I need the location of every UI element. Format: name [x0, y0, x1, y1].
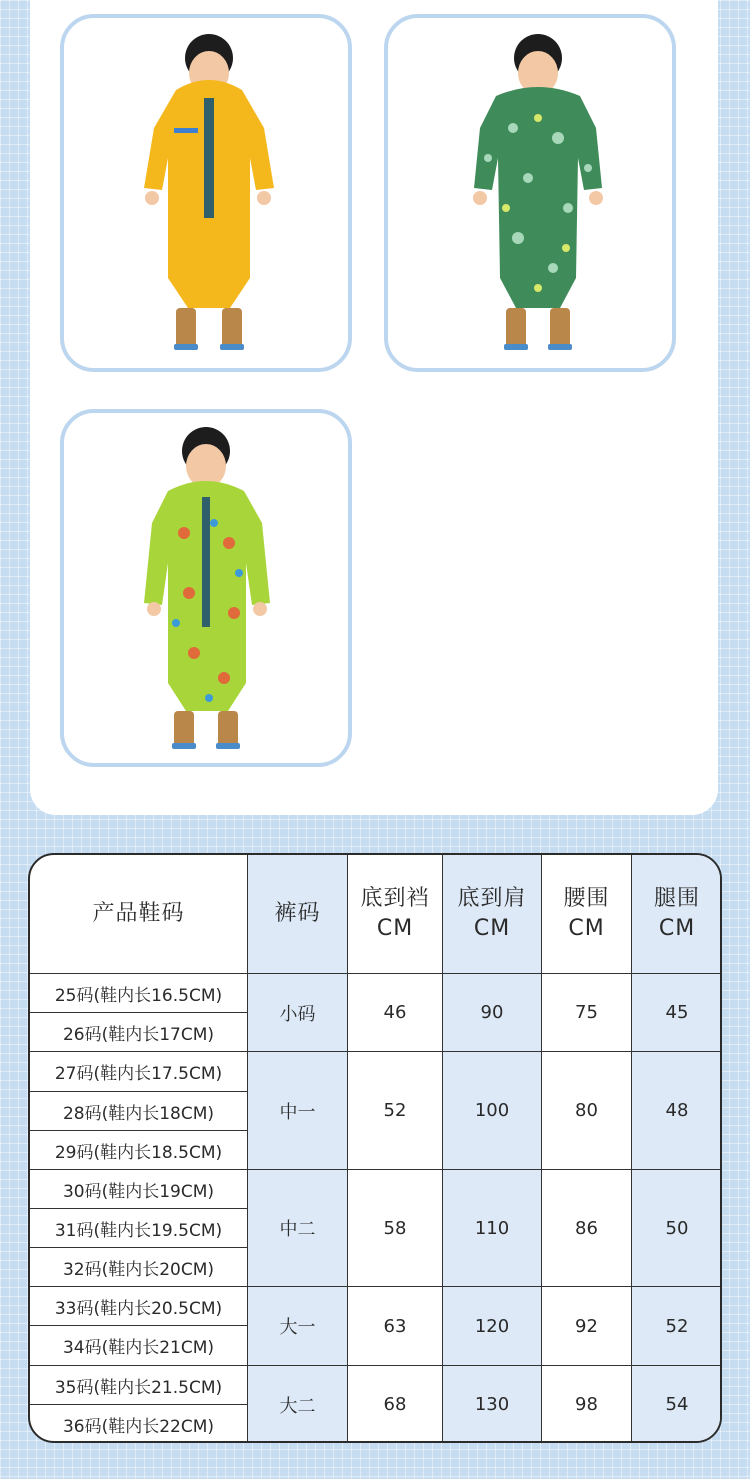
header-waist — [542, 855, 631, 973]
header-shoulder-label: 底到肩 — [457, 886, 527, 911]
header-crotch-label: 底到裆 — [360, 886, 430, 911]
child-green-dino-raincoat-image — [388, 18, 676, 372]
product-photo-panel — [30, 0, 718, 815]
shoe-size-cell: 27码(鞋内长17.5CM) — [54, 1064, 223, 1084]
shoulder-cell: 130 — [474, 1394, 510, 1415]
shoe-size-cell: 36码(鞋内长22CM) — [62, 1416, 215, 1437]
child-lime-animal-raincoat-image — [64, 413, 352, 767]
header-shoulder-height — [443, 855, 541, 973]
waist-cell: 80 — [575, 1100, 598, 1121]
shoulder-cell: 110 — [474, 1217, 510, 1239]
waist-cell: 92 — [575, 1315, 598, 1337]
header-pants-size: 裤码 — [274, 901, 321, 926]
shoe-size-cell: 31码(鞋内长19.5CM) — [54, 1220, 223, 1241]
shoulder-cell: 90 — [480, 1002, 504, 1023]
waist-cell: 86 — [575, 1217, 598, 1239]
header-leg-unit: CM — [658, 916, 696, 941]
crotch-cell: 58 — [383, 1217, 407, 1239]
shoulder-cell: 100 — [474, 1100, 510, 1121]
leg-cell: 50 — [665, 1217, 689, 1239]
size-chart-table — [28, 853, 722, 1443]
pants-size-cell: 小码 — [279, 1003, 316, 1025]
shoe-size-cell: 34码(鞋内长21CM) — [62, 1338, 215, 1358]
shoe-size-cell: 26码(鞋内长17CM) — [62, 1024, 215, 1045]
waist-cell: 98 — [575, 1394, 598, 1415]
pants-size-cell: 大二 — [279, 1395, 316, 1417]
shoe-size-cell: 28码(鞋内长18CM) — [62, 1103, 215, 1124]
header-leg-label: 腿围 — [653, 886, 700, 911]
crotch-cell: 52 — [383, 1100, 407, 1121]
crotch-cell: 68 — [383, 1394, 407, 1415]
shoe-size-cell: 25码(鞋内长16.5CM) — [54, 985, 223, 1006]
header-waist-unit: CM — [568, 916, 605, 941]
header-leg — [632, 855, 722, 973]
leg-cell: 45 — [665, 1002, 689, 1023]
waist-cell: 75 — [575, 1002, 598, 1023]
shoulder-cell: 120 — [474, 1315, 510, 1337]
header-shoulder-unit: CM — [473, 916, 511, 941]
pants-size-cell: 中二 — [279, 1219, 316, 1240]
shoe-size-cell: 35码(鞋内长21.5CM) — [54, 1377, 223, 1398]
product-card-green — [384, 14, 676, 372]
crotch-cell: 46 — [383, 1002, 407, 1023]
shoe-size-cell: 33码(鞋内长20.5CM) — [54, 1298, 223, 1319]
pants-size-cell: 中一 — [279, 1101, 316, 1123]
header-waist-label: 腰围 — [563, 886, 610, 911]
pants-size-cell: 大一 — [279, 1317, 316, 1338]
header-crotch-height — [348, 855, 442, 973]
shoe-size-cell: 30码(鞋内长19CM) — [62, 1181, 215, 1202]
header-crotch-unit: CM — [376, 916, 414, 941]
leg-cell: 52 — [665, 1315, 689, 1337]
header-shoe-size: 产品鞋码 — [92, 901, 185, 926]
crotch-cell: 63 — [383, 1315, 407, 1337]
shoe-size-cell: 29码(鞋内长18.5CM) — [54, 1142, 223, 1163]
product-card-lime — [60, 409, 352, 767]
shoe-size-cell: 32码(鞋内长20CM) — [62, 1259, 215, 1280]
product-card-yellow — [60, 14, 352, 372]
leg-cell: 48 — [665, 1100, 689, 1121]
leg-cell: 54 — [665, 1394, 689, 1415]
child-yellow-raincoat-image — [64, 18, 352, 372]
